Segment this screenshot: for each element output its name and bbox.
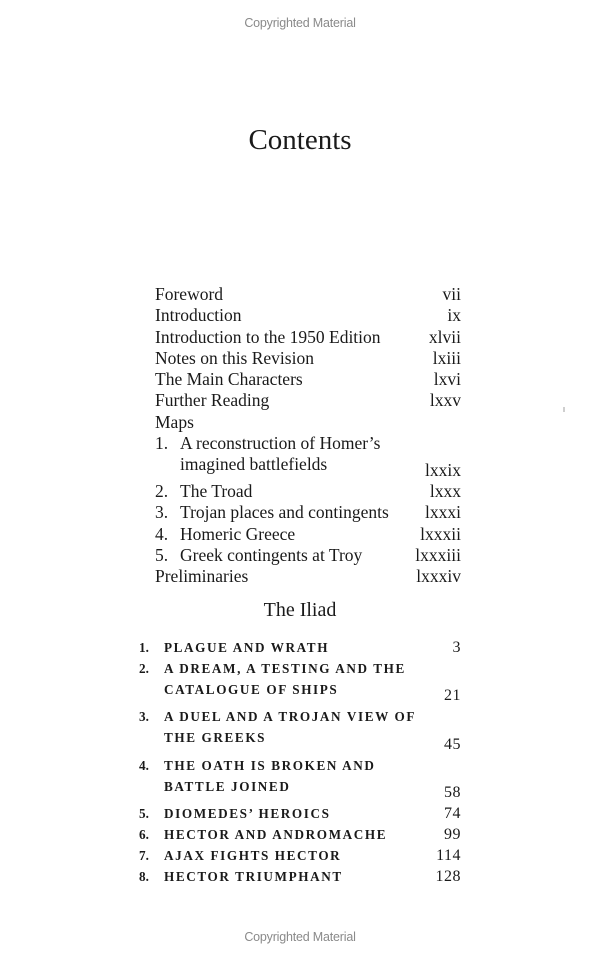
toc-entry [155, 390, 461, 411]
chapter-entry [139, 845, 461, 866]
chapter-entry [139, 658, 461, 679]
chapter-page: 21 [444, 687, 461, 705]
chapter-entry [139, 679, 461, 706]
toc-entry-number [155, 454, 180, 475]
chapter-title: BATTLE JOINED [164, 778, 291, 794]
toc-entry-page: vii [442, 284, 461, 304]
chapter-entry [139, 803, 461, 824]
chapter-page: 58 [444, 783, 461, 801]
toc-entry-number: 2. [155, 480, 169, 501]
chapter-page: 45 [444, 735, 461, 753]
toc-entry-label: Greek contingents at Troy [180, 544, 363, 565]
chapter-title: CATALOGUE OF SHIPS [164, 682, 339, 698]
chapter-entry [139, 706, 461, 727]
toc-entry [155, 566, 461, 587]
chapter-entry [139, 727, 461, 754]
toc-entry-label: The Main Characters [155, 369, 303, 390]
chapter-title: THE OATH IS BROKEN AND [164, 757, 376, 773]
toc-entry [155, 327, 461, 348]
chapter-number [139, 727, 164, 748]
chapter-title: PLAGUE AND WRATH [164, 640, 330, 655]
chapter-title: DIOMEDES’ HEROICS [164, 805, 331, 821]
toc-entry-page: ix [447, 305, 461, 326]
copyright-watermark-bottom: Copyrighted Material [244, 930, 356, 944]
toc-entry-page: lxvi [433, 369, 461, 390]
toc-entry [155, 433, 461, 454]
toc-entry-page: lxxxiv [416, 566, 461, 587]
chapter-title: A DUEL AND A TROJAN VIEW OF [164, 709, 417, 725]
chapter-entry [139, 776, 461, 803]
toc-entry [155, 545, 461, 566]
copyright-watermark-top: Copyrighted Material [244, 16, 356, 30]
toc-entry [155, 412, 461, 433]
chapter-title: THE GREEKS [164, 730, 267, 746]
chapter-title: A DREAM, A TESTING AND THE [164, 661, 406, 677]
toc-entry-label: The Troad [180, 480, 253, 501]
chapter-page: 99 [444, 826, 461, 844]
toc-entry-page: lxxxiii [415, 544, 461, 565]
chapter-page: 74 [444, 804, 461, 822]
toc-entry [155, 348, 461, 369]
toc-entry-label: Foreword [155, 284, 224, 304]
chapter-entry [139, 755, 461, 776]
toc-entry-label: Introduction to the 1950 Edition [155, 326, 381, 347]
toc-entry [155, 481, 461, 502]
chapter-list [139, 637, 461, 887]
toc-entry-label: A reconstruction of Homer’s [180, 433, 381, 454]
toc-entry-number: 5. [155, 544, 169, 565]
toc-entry-label: imagined battlefields [180, 454, 328, 475]
chapter-page: 3 [452, 639, 461, 656]
front-matter-list [155, 284, 461, 587]
toc-entry-label: Notes on this Revision [155, 347, 314, 368]
toc-entry [155, 369, 461, 390]
toc-entry-page: lxxx [429, 480, 461, 501]
toc-entry-label: Introduction [155, 305, 242, 326]
section-heading: The Iliad [263, 599, 337, 621]
chapter-number: 8. [139, 869, 149, 885]
toc-entry [155, 305, 461, 326]
toc-entry-number: 4. [155, 523, 169, 544]
toc-entry-label: Homeric Greece [180, 523, 296, 544]
chapter-number: 2. [139, 661, 149, 677]
chapter-number [139, 679, 164, 700]
toc-entry-page: lxxv [429, 390, 461, 411]
toc-entry [155, 454, 461, 481]
toc-entry-page: lxxix [425, 459, 461, 480]
chapter-number: 3. [139, 709, 149, 725]
chapter-number: 5. [139, 805, 149, 821]
toc-entry-label: Preliminaries [155, 566, 249, 587]
chapter-title: HECTOR AND ANDROMACHE [164, 827, 388, 843]
chapter-entry [139, 824, 461, 845]
toc-entry-number: 3. [155, 502, 169, 523]
toc-entry-page: lxxxii [420, 523, 461, 544]
toc-entry-label: Further Reading [155, 390, 270, 411]
toc-entry-page: lxxxi [425, 502, 461, 523]
toc-entry-page: xlvii [428, 326, 461, 347]
toc-entry-number: 1. [155, 433, 169, 454]
chapter-number: 7. [139, 848, 149, 864]
toc-entry [155, 502, 461, 523]
toc-entry [155, 284, 461, 305]
chapter-number: 4. [139, 757, 149, 773]
chapter-number: 6. [139, 827, 149, 843]
page-title: Contents [248, 124, 352, 156]
toc-entry [155, 524, 461, 545]
chapter-entry [139, 866, 461, 887]
chapter-page: 114 [436, 847, 461, 865]
chapter-title: AJAX FIGHTS HECTOR [164, 848, 342, 864]
toc-entry-label: Maps [155, 411, 194, 432]
chapter-title: HECTOR TRIUMPHANT [164, 869, 343, 885]
scan-speck [563, 407, 565, 412]
chapter-number: 1. [139, 640, 149, 655]
toc-entry-page: lxiii [432, 347, 461, 368]
chapter-number [139, 776, 164, 797]
chapter-page: 128 [435, 868, 461, 886]
chapter-entry [139, 637, 461, 658]
toc-entry-label: Trojan places and contingents [180, 502, 389, 523]
